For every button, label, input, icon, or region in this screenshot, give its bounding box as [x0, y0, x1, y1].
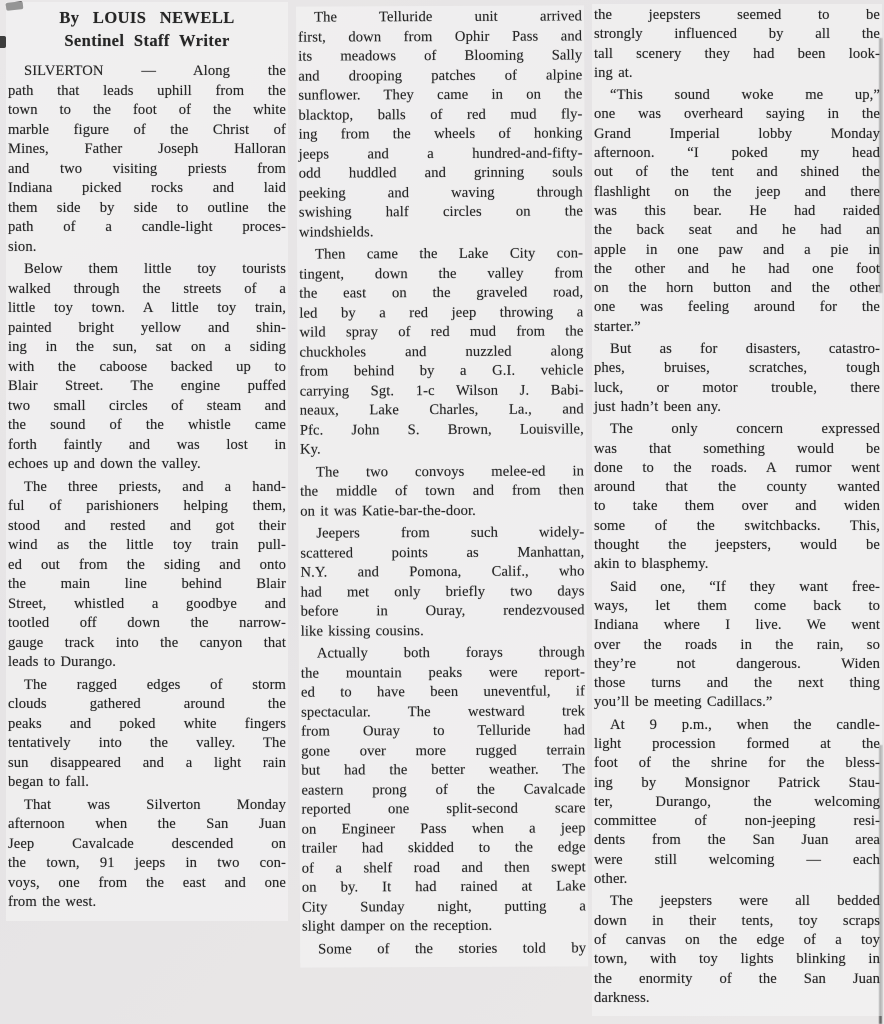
- article-line: At 9 p.m., when the candle-: [610, 716, 880, 733]
- article-line: flashlight on the jeep and there: [594, 183, 880, 200]
- article-line: The ragged edges of storm: [24, 676, 286, 693]
- article-line: The two convoys melee-ed in: [315, 462, 585, 481]
- article-line: reported one split-second scare: [301, 800, 586, 818]
- article-line: just hadn’t been any.: [594, 398, 721, 415]
- article-line: and two visiting priests from: [8, 160, 286, 177]
- article-line: thought the jeepsters, would be: [594, 537, 880, 554]
- article-column-3: [592, 4, 882, 1016]
- article-line: the sound of the whistle came: [8, 417, 286, 433]
- article-line: clouds gathered around the: [8, 696, 286, 712]
- article-line: wild spray of red mud from the: [299, 323, 584, 341]
- article-line: Jeepers from such widely-: [316, 524, 585, 542]
- article-line: sun disappeared and a light rain: [8, 754, 286, 771]
- article-line: eastern prong of the Cavalcade: [301, 780, 586, 799]
- article-line: the middle of town and from then: [300, 482, 585, 500]
- article-paragraph: [300, 523, 585, 641]
- article-paragraph: [8, 676, 286, 793]
- article-line: echoes up and down the valley.: [8, 456, 201, 472]
- article-line: other.: [594, 871, 628, 888]
- article-line: odd huddled and grinning souls: [298, 164, 583, 182]
- article-line: City Sunday night, putting a: [301, 897, 586, 916]
- article-line: two small circles of steam and: [8, 397, 286, 414]
- article-line: those turns and the next thing: [594, 675, 880, 692]
- article-line: over the roads in the rain, so: [594, 636, 880, 653]
- article-line: from the west.: [8, 894, 97, 910]
- article-line: apple in one paw and a pie in: [594, 241, 880, 258]
- article-line: out of the tent and shined the: [594, 164, 880, 181]
- article-line: peeking and waving through: [298, 183, 583, 202]
- article-line: Pfc. John S. Brown, Louisville,: [299, 420, 584, 439]
- article-paragraph: [8, 260, 286, 475]
- article-line: was that something would be: [594, 440, 880, 457]
- article-line: Ky.: [299, 441, 321, 458]
- article-line: luck, or motor trouble, there: [594, 379, 880, 396]
- article-line: light procession formed at the: [594, 735, 880, 752]
- article-line: spectacular. The westward trek: [301, 702, 586, 721]
- article-line: But as for disasters, catastro-: [610, 341, 880, 358]
- article-line: blacktop, balls of red mud fly-: [298, 105, 583, 124]
- article-line: starter.”: [594, 318, 641, 335]
- article-paragraph: [302, 939, 586, 960]
- article-line: but had the better weather. The: [301, 761, 586, 779]
- article-line: ways, let them come back to: [594, 597, 880, 614]
- article-line: on the horn button and the other: [594, 280, 880, 297]
- article-line: jeeps and a hundred-and-fifty-: [298, 144, 583, 163]
- article-line: path of a candle-light proces-: [8, 219, 286, 235]
- article-line: Indiana picked rocks and laid: [8, 180, 286, 196]
- article-line: from behind by a G.I. vehicle: [299, 362, 584, 380]
- article-line: voys, one from the east and one: [8, 874, 286, 891]
- article-line: painted bright yellow and shin-: [8, 319, 286, 336]
- article-line: SILVERTON — Along the: [24, 63, 286, 79]
- article-line: akin to blasphemy.: [594, 556, 709, 573]
- article-paragraph: [594, 420, 880, 574]
- article-paragraph: [594, 6, 880, 83]
- article-line: town to the foot of the white: [8, 102, 286, 118]
- article-line: its meadows of Blooming Sally: [298, 47, 583, 65]
- article-line: little toy town. A little toy train,: [8, 300, 286, 316]
- article-line: sion.: [8, 238, 37, 255]
- article-line: walked through the streets of a: [8, 280, 286, 297]
- article-line: forth faintly and was lost in: [8, 436, 286, 453]
- article-line: the mountain peaks were report-: [300, 663, 585, 682]
- article-line: with the caboose backed up to: [8, 358, 286, 375]
- article-line: The jeepsters were all bedded: [610, 893, 880, 910]
- article-paragraph: [594, 340, 880, 417]
- article-line: committee of non-jeeping resi-: [594, 813, 880, 830]
- article-line: before in Ouray, rendezvoused: [300, 602, 585, 620]
- article-line: swishing half circles on the: [298, 203, 583, 221]
- article-line: The three priests, and a hand-: [24, 478, 286, 495]
- article-line: one was overheard saying in the: [594, 106, 880, 123]
- article-line: Street, whistled a goodbye and: [8, 595, 286, 612]
- article-line: on by. It had rained at Lake: [301, 878, 586, 896]
- article-line: peaks and poked white fingers: [8, 715, 286, 732]
- article-line: Some of the stories told by: [318, 939, 587, 958]
- article-line: stood and rested and got their: [8, 517, 286, 534]
- article-column-1: [6, 2, 288, 921]
- article-line: afternoon. “I poked my head: [594, 145, 880, 162]
- article-line: around that the county wanted: [594, 479, 880, 496]
- article-line: sunflower. They came in on the: [298, 86, 583, 104]
- article-line: wind as the little toy train pull-: [8, 537, 286, 553]
- article-line: trailer had skidded to the edge: [301, 839, 586, 857]
- article-line: was this bear. He had raided: [594, 202, 880, 219]
- article-column-2: [296, 5, 588, 967]
- article-line: down in their tents, toy scraps: [594, 912, 880, 929]
- article-line: the other and he had one foot: [594, 260, 880, 277]
- article-line: to take them over and widen: [594, 498, 880, 515]
- article-line: ing from the wheels of honking: [298, 125, 583, 143]
- byline-author: By LOUIS NEWELL: [59, 8, 235, 27]
- article-line: windshields.: [298, 223, 374, 241]
- article-line: neaux, Lake Charles, La., and: [299, 401, 584, 419]
- article-line: Blair Street. The engine puffed: [8, 378, 286, 394]
- article-line: ing in the sun, sat on a siding: [8, 339, 286, 355]
- article-line: chuckholes and nuzzled along: [299, 342, 584, 361]
- article-line: marble figure of the Christ of: [8, 121, 286, 138]
- article-line: them side by side to outline the: [8, 199, 286, 216]
- article-line: the back seat and he had an: [594, 222, 880, 239]
- article-line: ter, Durango, the welcoming: [594, 793, 880, 810]
- article-line: of canvas on the edge of a toy: [594, 931, 880, 948]
- article-line: slight damper on the reception.: [301, 917, 493, 935]
- article-line: the main line behind Blair: [8, 576, 286, 592]
- article-paragraph: [299, 244, 584, 460]
- article-line: the jeepsters seemed to be: [594, 7, 880, 23]
- article-line: Mines, Father Joseph Halloran: [8, 141, 286, 157]
- article-line: of a shelf road and then swept: [301, 858, 586, 877]
- article-line: carrying Sgt. 1-c Wilson J. Babi-: [299, 381, 584, 400]
- article-line: Actually both forays through: [316, 644, 585, 662]
- article-line: like kissing cousins.: [300, 622, 424, 640]
- article-line: afternoon when the San Juan: [8, 816, 286, 832]
- article-paragraph: [8, 62, 286, 257]
- article-line: done to the roads. A rumor went: [594, 459, 880, 476]
- article-paragraph: [8, 478, 286, 673]
- article-line: dents from the San Juan area: [594, 832, 880, 849]
- article-line: scattered points as Manhattan,: [300, 543, 585, 562]
- article-line: tentatively into the valley. The: [8, 735, 286, 751]
- article-line: darkness.: [594, 989, 650, 1006]
- article-line: some of the switchbacks. This,: [594, 517, 880, 534]
- article-paragraph: [594, 892, 880, 1008]
- article-line: Jeep Cavalcade descended on: [8, 835, 286, 852]
- byline-role: Sentinel Staff Writer: [64, 31, 230, 50]
- article-line: the enormity of the San Juan: [594, 970, 880, 987]
- article-line: Below them little toy tourists: [24, 261, 286, 277]
- article-line: were still welcoming — each: [594, 851, 880, 868]
- article-line: Grand Imperial lobby Monday: [594, 125, 880, 142]
- article-line: ed to have been uneventful, if: [300, 683, 586, 701]
- article-paragraph: [594, 86, 880, 337]
- article-paragraph: [594, 578, 880, 713]
- article-line: first, down from Ophir Pass and: [298, 27, 583, 46]
- article-line: from Ouray to Telluride had: [301, 722, 586, 740]
- article-line: The Telluride unit arrived: [314, 8, 583, 26]
- article-line: you’ll be meeting Cadillacs.”: [594, 694, 773, 711]
- article-line: N.Y. and Pomona, Calif., who: [300, 563, 585, 581]
- article-line: foot of the shrine for the bless-: [594, 755, 880, 772]
- article-line: ing at.: [594, 64, 633, 81]
- article-paragraph: [298, 7, 583, 242]
- article-line: The only concern expressed: [610, 421, 880, 438]
- article-line: one was feeling around for the: [594, 299, 880, 316]
- article-line: tootled off down the narrow-: [8, 615, 286, 631]
- article-line: leads to Durango.: [8, 654, 117, 670]
- article-line: the town, 91 jeeps in two con-: [8, 855, 286, 871]
- article-line: phes, bruises, scratches, tough: [594, 360, 880, 377]
- article-line: tingent, down the valley from: [299, 264, 584, 283]
- article-line: began to fall.: [8, 774, 89, 790]
- article-line: path that leads uphill from the: [8, 82, 286, 99]
- article-line: That was Silverton Monday: [24, 796, 286, 813]
- article-line: gone over more rugged terrain: [301, 741, 586, 760]
- article-line: tall scenery they had been look-: [594, 45, 880, 62]
- article-line: “This sound woke me up,”: [610, 87, 880, 104]
- article-line: led by a red jeep throwing a: [299, 303, 584, 322]
- article-paragraph: [594, 716, 880, 890]
- article-paragraph: [300, 462, 584, 522]
- article-line: Then came the Lake City con-: [315, 245, 584, 263]
- article-line: gauge track into the canyon that: [8, 634, 286, 651]
- article-line: ful of parishioners helping them,: [8, 498, 286, 514]
- article-line: Said one, “If they want free-: [610, 578, 880, 595]
- article-line: strongly influenced by all the: [594, 26, 880, 43]
- article-line: the east on the graveled road,: [299, 284, 584, 302]
- article-line: they’re not dangerous. Widen: [594, 655, 880, 672]
- article-line: town, with toy lights blinking in: [594, 951, 880, 968]
- article-line: ed out from the siding and onto: [8, 556, 286, 573]
- byline: [8, 6, 286, 52]
- article-line: on it was Katie-bar-the-door.: [300, 502, 476, 520]
- article-line: on Engineer Pass when a jeep: [301, 819, 586, 838]
- article-line: Indiana where I live. We went: [594, 617, 880, 634]
- article-line: ing by Monsignor Patrick Stau-: [594, 774, 880, 791]
- article-line: and drooping patches of alpine: [298, 66, 583, 85]
- article-line: had met only briefly two days: [300, 582, 585, 601]
- article-paragraph: [8, 796, 286, 913]
- article-paragraph: [301, 643, 586, 937]
